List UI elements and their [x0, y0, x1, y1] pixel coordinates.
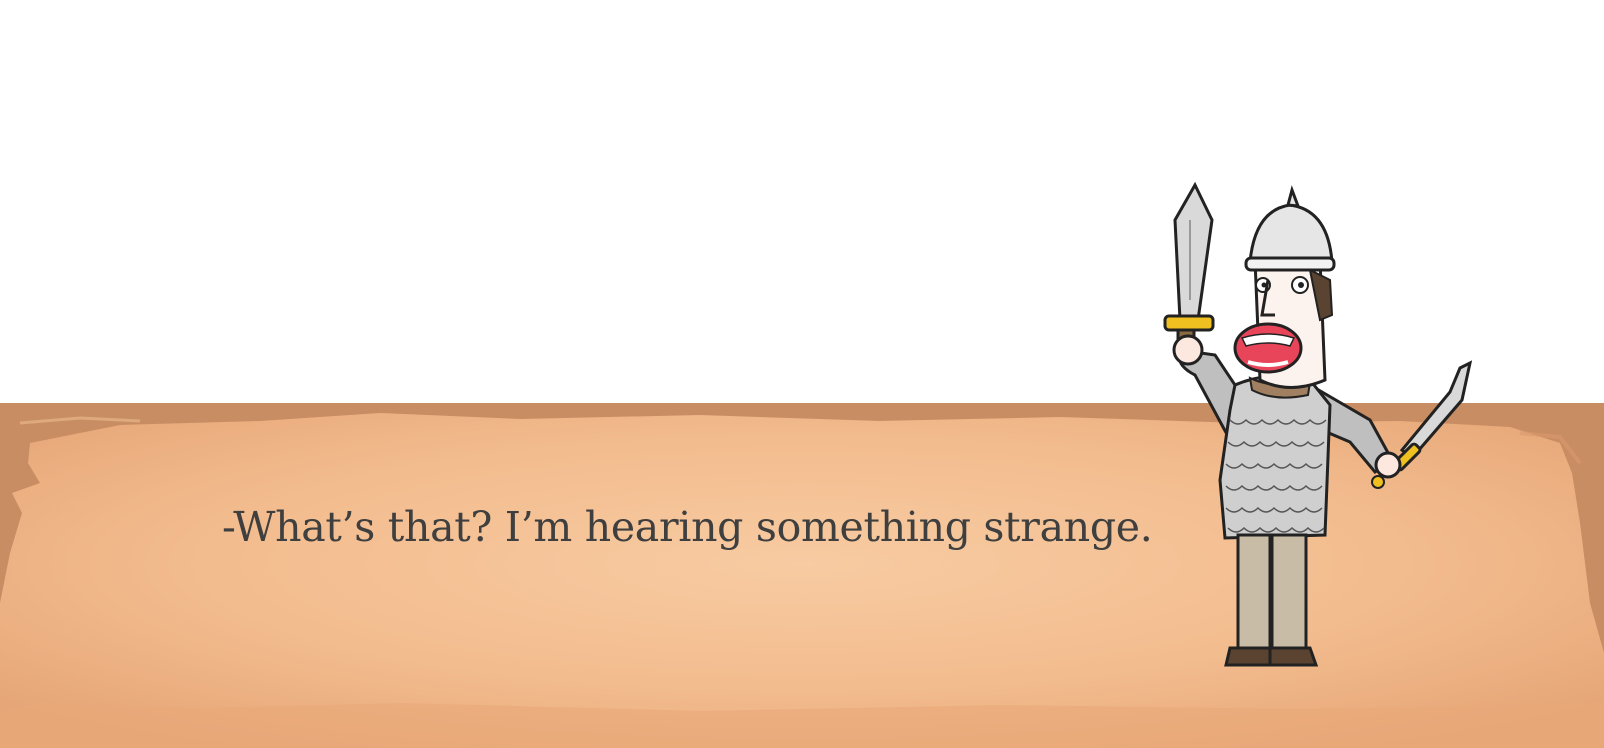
- knight-character: [1160, 180, 1510, 685]
- left-sword-icon: [1165, 185, 1213, 358]
- dialogue-text: -What’s that? I’m hearing something strange.: [222, 503, 1153, 551]
